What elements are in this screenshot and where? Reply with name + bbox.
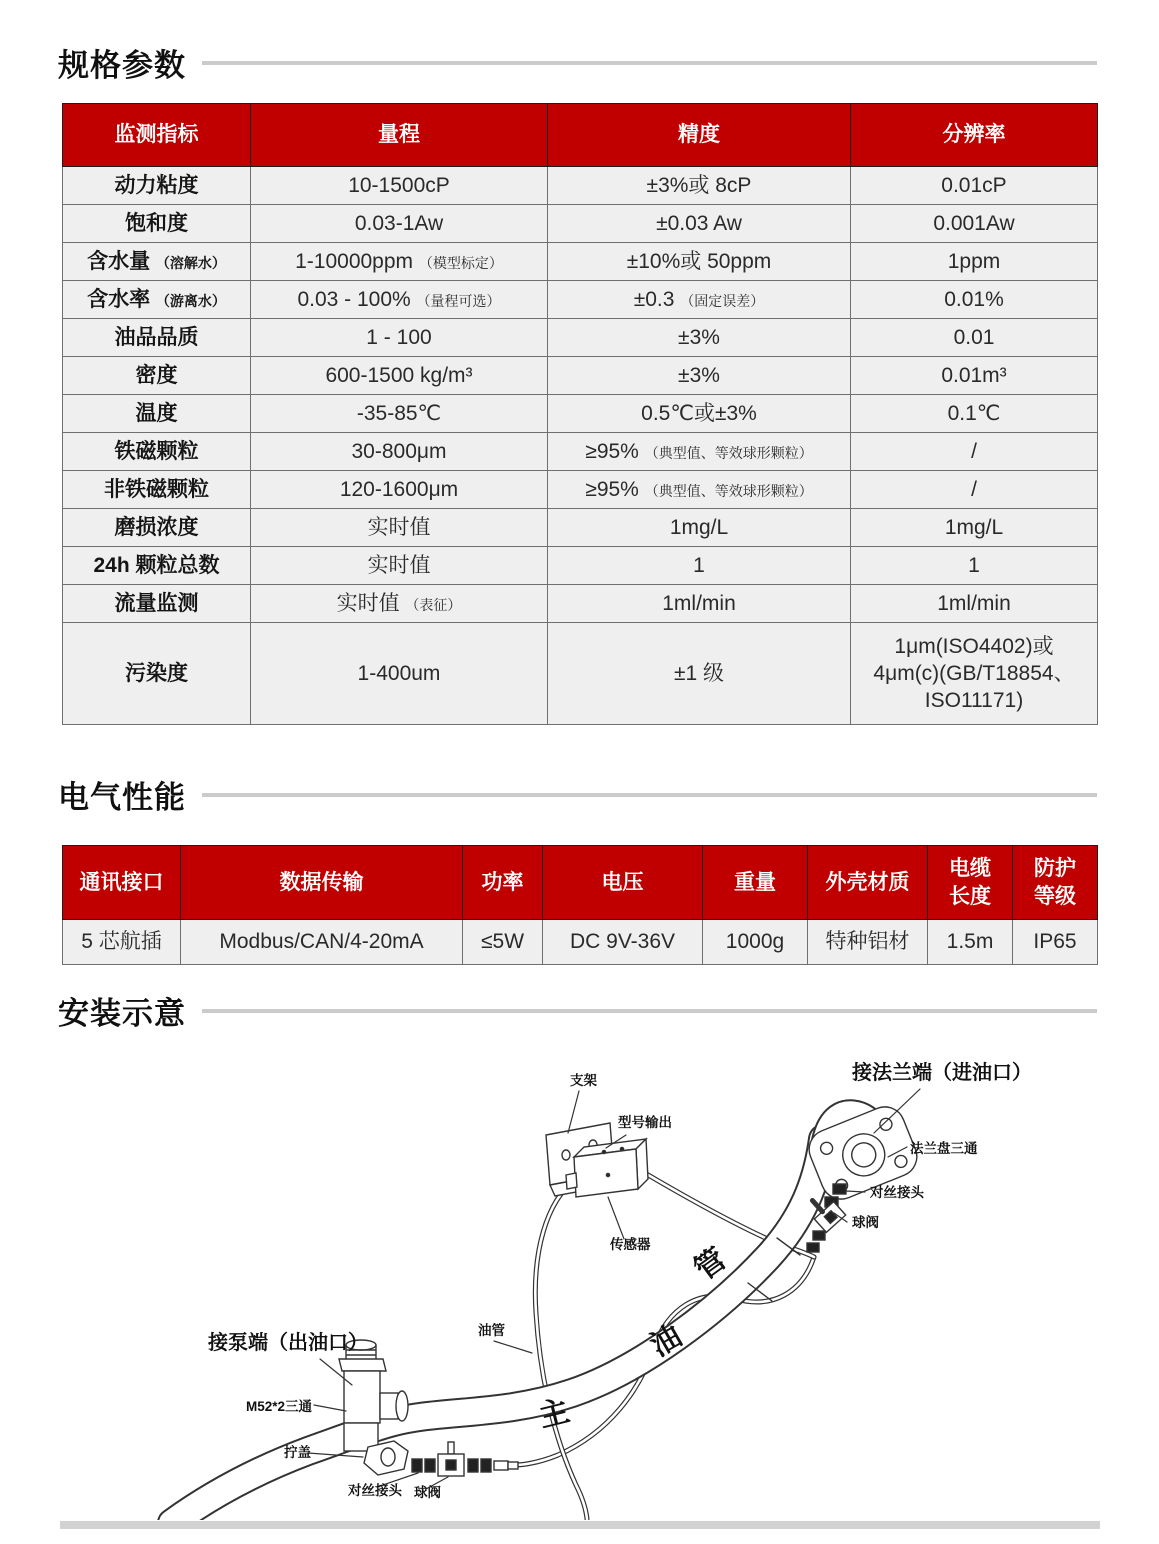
cell-indicator: 磨损浓度 — [63, 509, 251, 547]
section-spec-title: 规格参数 — [58, 48, 186, 83]
cell-note: （游离水） — [155, 292, 226, 309]
cell-resolution: / — [851, 433, 1098, 471]
cell-accuracy: 0.5℃或±3% — [548, 395, 851, 433]
cell-range — [251, 243, 548, 281]
cell-resolution: 1mg/L — [851, 509, 1098, 547]
footer-bar — [60, 1521, 1100, 1529]
elec-col-ip: 防护等级 — [1013, 846, 1098, 920]
cell-accuracy: ±1 级 — [548, 623, 851, 725]
spec-col-range: 量程 — [251, 104, 548, 167]
cell-range: 实时值 — [251, 547, 548, 585]
label-flange-tee: 法兰盘三通 — [910, 1141, 978, 1156]
table-row — [63, 623, 1098, 725]
cell-voltage: DC 9V-36V — [543, 920, 703, 965]
elec-col-voltage: 电压 — [543, 846, 703, 920]
cell-range: 30-800μm — [251, 433, 548, 471]
cell-text: 0.03 - 100% — [297, 287, 411, 311]
electrical-table — [62, 845, 1098, 965]
cell-note: （模型标定） — [418, 254, 503, 271]
cell-text: 实时值 — [336, 591, 400, 615]
cell-indicator: 油品品质 — [63, 319, 251, 357]
cell-data: Modbus/CAN/4-20mA — [181, 920, 463, 965]
cell-range — [251, 281, 548, 319]
cell-accuracy: ±3% — [548, 357, 851, 395]
cell-range: 1-400um — [251, 623, 548, 725]
cell-indicator: 饱和度 — [63, 205, 251, 243]
cell-indicator: 污染度 — [63, 623, 251, 725]
cell-shell: 特种铝材 — [808, 920, 928, 965]
section-spec-header — [58, 40, 1097, 85]
pipe-label-char: 主 — [535, 1394, 573, 1434]
label-ball-valve-bottom: 球阀 — [414, 1485, 441, 1500]
cell-text: ≥95% — [585, 439, 639, 463]
cell-accuracy: ±0.03 Aw — [548, 205, 851, 243]
cell-accuracy — [548, 281, 851, 319]
label-oil-tube: 油管 — [478, 1323, 505, 1338]
table-row — [63, 243, 1098, 281]
cell-resolution: 1ppm — [851, 243, 1098, 281]
table-row — [63, 281, 1098, 319]
cell-indicator: 铁磁颗粒 — [63, 433, 251, 471]
union-joint-top2-part — [807, 1231, 825, 1252]
cell-indicator: 温度 — [63, 395, 251, 433]
pipe-label-char: 管 — [688, 1242, 733, 1287]
cell-resolution: 0.1℃ — [851, 395, 1098, 433]
cell-note: （溶解水） — [155, 254, 226, 271]
cell-resolution: 0.01% — [851, 281, 1098, 319]
section-electrical-title: 电气性能 — [58, 780, 186, 815]
cell-resolution: 0.01cP — [851, 167, 1098, 205]
cell-indicator: 24h 颗粒总数 — [63, 547, 251, 585]
section-install-header — [58, 988, 1097, 1033]
cell-indicator — [63, 243, 251, 281]
cell-resolution: 1μm(ISO4402)或 4μm(c)(GB/T18854、ISO11171) — [851, 623, 1098, 725]
spec-col-indicator: 监测指标 — [63, 104, 251, 167]
table-row — [63, 585, 1098, 623]
ball-valve-bottom-part — [438, 1442, 464, 1476]
spec-table — [62, 103, 1098, 725]
cell-accuracy: ±3%或 8cP — [548, 167, 851, 205]
cell-range — [251, 585, 548, 623]
section-install-title: 安装示意 — [58, 996, 186, 1031]
elec-col-power: 功率 — [463, 846, 543, 920]
pump-tee-part — [339, 1340, 408, 1475]
cell-note: （表征） — [405, 596, 462, 613]
cell-text: ±0.3 — [633, 287, 675, 311]
elec-col-cable: 电缆长度 — [928, 846, 1013, 920]
spec-col-accuracy: 精度 — [548, 104, 851, 167]
cell-indicator — [63, 281, 251, 319]
spec-col-resolution: 分辨率 — [851, 104, 1098, 167]
cell-note: （典型值、等效球形颗粒） — [644, 482, 813, 499]
cell-power: ≤5W — [463, 920, 543, 965]
table-row — [63, 205, 1098, 243]
label-signal-output: 型号输出 — [618, 1115, 672, 1130]
cell-accuracy: ±3% — [548, 319, 851, 357]
cell-range: 实时值 — [251, 509, 548, 547]
label-flange-end: 接法兰端（进油口） — [852, 1062, 1032, 1084]
cell-comm: 5 芯航插 — [63, 920, 181, 965]
cell-range: 0.03-1Aw — [251, 205, 548, 243]
elec-col-comm: 通讯接口 — [63, 846, 181, 920]
section-electrical-header — [58, 772, 1097, 817]
title-rule — [202, 61, 1097, 65]
cell-accuracy: ±10%或 50ppm — [548, 243, 851, 281]
cell-note: （典型值、等效球形颗粒） — [644, 444, 813, 461]
cell-resolution: 0.001Aw — [851, 205, 1098, 243]
electrical-header-row — [63, 846, 1098, 920]
title-rule — [202, 1009, 1097, 1013]
elec-col-weight: 重量 — [703, 846, 808, 920]
cell-text: 1-10000ppm — [295, 249, 414, 273]
cell-resolution: 1ml/min — [851, 585, 1098, 623]
label-cap: 拧盖 — [284, 1445, 311, 1460]
table-row — [63, 357, 1098, 395]
label-ball-valve-top: 球阀 — [852, 1215, 879, 1230]
table-row — [63, 319, 1098, 357]
union-joint-bottom-part — [412, 1459, 435, 1472]
cell-text: 含水量 — [87, 249, 151, 273]
cell-indicator: 非铁磁颗粒 — [63, 471, 251, 509]
title-rule — [202, 793, 1097, 797]
elec-col-shell: 外壳材质 — [808, 846, 928, 920]
cell-range: -35-85℃ — [251, 395, 548, 433]
cell-indicator: 动力粘度 — [63, 167, 251, 205]
cell-indicator: 密度 — [63, 357, 251, 395]
label-union-bottom: 对丝接头 — [348, 1483, 402, 1498]
cell-range: 600-1500 kg/m³ — [251, 357, 548, 395]
table-row — [63, 509, 1098, 547]
cell-range: 1 - 100 — [251, 319, 548, 357]
pipe-label-char: 油 — [645, 1319, 688, 1364]
cell-indicator: 流量监测 — [63, 585, 251, 623]
cell-resolution: 0.01 — [851, 319, 1098, 357]
table-row — [63, 547, 1098, 585]
table-row — [63, 395, 1098, 433]
cell-note: （固定误差） — [680, 292, 765, 309]
cell-weight: 1000g — [703, 920, 808, 965]
cell-accuracy — [548, 433, 851, 471]
cell-text: ≥95% — [585, 477, 639, 501]
union-joint-bottom2-part — [468, 1459, 518, 1472]
table-row — [63, 433, 1098, 471]
label-bracket: 支架 — [570, 1073, 597, 1088]
cell-accuracy: 1 — [548, 547, 851, 585]
cell-cable: 1.5m — [928, 920, 1013, 965]
cell-range: 10-1500cP — [251, 167, 548, 205]
label-m52-tee: M52*2三通 — [246, 1399, 313, 1414]
cell-range: 120-1600μm — [251, 471, 548, 509]
elec-col-data: 数据传输 — [181, 846, 463, 920]
cell-text: 含水率 — [87, 287, 151, 311]
label-sensor: 传感器 — [610, 1237, 651, 1252]
spec-header-row — [63, 104, 1098, 167]
cell-accuracy: 1mg/L — [548, 509, 851, 547]
table-row — [63, 167, 1098, 205]
cell-accuracy: 1ml/min — [548, 585, 851, 623]
cell-ip: IP65 — [1013, 920, 1098, 965]
table-row — [63, 920, 1098, 965]
cell-accuracy — [548, 471, 851, 509]
table-row — [63, 471, 1098, 509]
label-pump-end: 接泵端（出油口） — [208, 1332, 368, 1354]
cell-resolution: 0.01m³ — [851, 357, 1098, 395]
cell-resolution: / — [851, 471, 1098, 509]
installation-diagram — [80, 1045, 1080, 1520]
cell-note: （量程可选） — [416, 292, 501, 309]
label-union-top: 对丝接头 — [870, 1185, 924, 1200]
cell-resolution: 1 — [851, 547, 1098, 585]
